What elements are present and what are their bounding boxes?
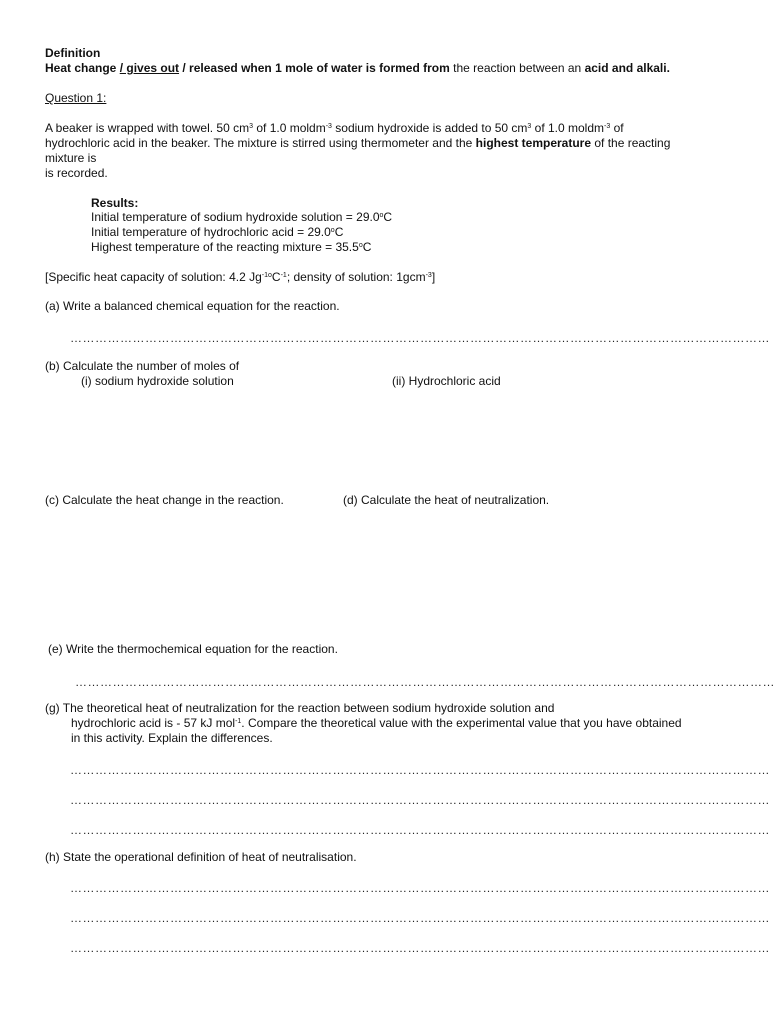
question-line-4: is recorded. [45,166,108,180]
s-sup: -1 [280,272,287,279]
r-text: Highest temperature of the reacting mixture = 35.5 [91,240,359,254]
answer-line-g-1[interactable]: …………………………………………………………………………………………………………………………………………………… [70,763,770,777]
question-h: (h) State the operational definition of heat of neutralisation. [45,850,357,864]
q-text: of [610,121,624,135]
definition-part-4: the reaction between an [449,61,585,75]
answer-line-e[interactable]: …………………………………………………………………………………………………………………………………………………… [75,675,775,689]
q-text: sodium hydroxide is added to 50 cm [331,121,528,135]
question-line-1 [45,121,624,135]
r-text: C [383,210,393,224]
r-text: Initial temperature of sodium hydroxide solution = 29.0 [91,210,380,224]
g-sup: -1 [235,718,242,725]
definition-part-3: / released when 1 mole of water is formed from [179,61,450,75]
q-text: of 1.0 moldm [531,121,605,135]
r-text: C [362,240,372,254]
r-sup: o [358,242,363,249]
question-c: (c) Calculate the heat change in the reaction. [45,493,284,507]
results-heading: Results: [91,196,139,210]
definition-text [45,61,670,75]
result-hcl [91,225,343,239]
r-sup: o [330,227,335,234]
question-heading: Question 1: [45,91,107,105]
question-e: (e) Write the thermochemical equation for the reaction. [48,642,338,656]
question-b-i: (i) sodium hydroxide solution [81,374,234,388]
r-sup: o [379,212,384,219]
s-text: ; density of solution: 1gcm [286,270,426,284]
s-text: ] [431,270,436,284]
s-text: C [271,270,281,284]
question-g-line-1: (g) The theoretical heat of neutralization for the reaction between sodium hydroxide solution and [45,701,555,715]
s-sup: -3 [425,272,432,279]
definition-part-1: Heat change [45,61,120,75]
q-text: of 1.0 moldm [253,121,326,135]
result-highest [91,240,371,254]
q-text: hydrochloric acid in the beaker. The mixture is stirred using thermometer and the [45,136,476,150]
question-a: (a) Write a balanced chemical equation for the reaction. [45,299,340,313]
answer-line-h-3[interactable]: …………………………………………………………………………………………………………………………………………………… [70,941,770,955]
q-highlight: highest temperature [475,136,592,150]
definition-heading: Definition [45,46,101,60]
s-text: [Specific heat capacity of solution: 4.2 Jg [45,270,262,284]
g-text: . Compare the theoretical value with the experimental value that you have obtained [241,716,682,730]
q-sup: -3 [325,123,332,130]
question-line-3: mixture is [45,151,97,165]
question-g-line-2 [71,716,682,730]
q-text: A beaker is wrapped with towel. 50 cm [45,121,250,135]
q-sup: 3 [527,123,532,130]
q-sup: -3 [604,123,611,130]
question-g-line-3: in this activity. Explain the differences. [71,731,273,745]
r-text: Initial temperature of hydrochloric acid = 29.0 [91,225,331,239]
q-sup: 3 [249,123,254,130]
specific-heat-note [45,270,435,284]
g-text: hydrochloric acid is - 57 kJ mol [71,716,236,730]
question-b-ii: (ii) Hydrochloric acid [392,374,501,388]
answer-line-h-1[interactable]: …………………………………………………………………………………………………………………………………………………… [70,881,770,895]
answer-line-h-2[interactable]: …………………………………………………………………………………………………………………………………………………… [70,911,770,925]
s-sup: -1o [261,272,272,279]
answer-line-a[interactable]: …………………………………………………………………………………………………………………………………………………… [70,331,770,345]
q-text: of the reacting [591,136,671,150]
question-line-2 [45,136,670,150]
question-d: (d) Calculate the heat of neutralization. [343,493,550,507]
r-text: C [334,225,344,239]
result-naoh [91,210,392,224]
definition-part-2: / gives out [119,61,180,75]
answer-line-g-3[interactable]: …………………………………………………………………………………………………………………………………………………… [70,823,770,837]
question-b: (b) Calculate the number of moles of [45,359,240,373]
answer-line-g-2[interactable]: …………………………………………………………………………………………………………………………………………………… [70,793,770,807]
definition-part-5: acid and alkali. [584,61,670,75]
